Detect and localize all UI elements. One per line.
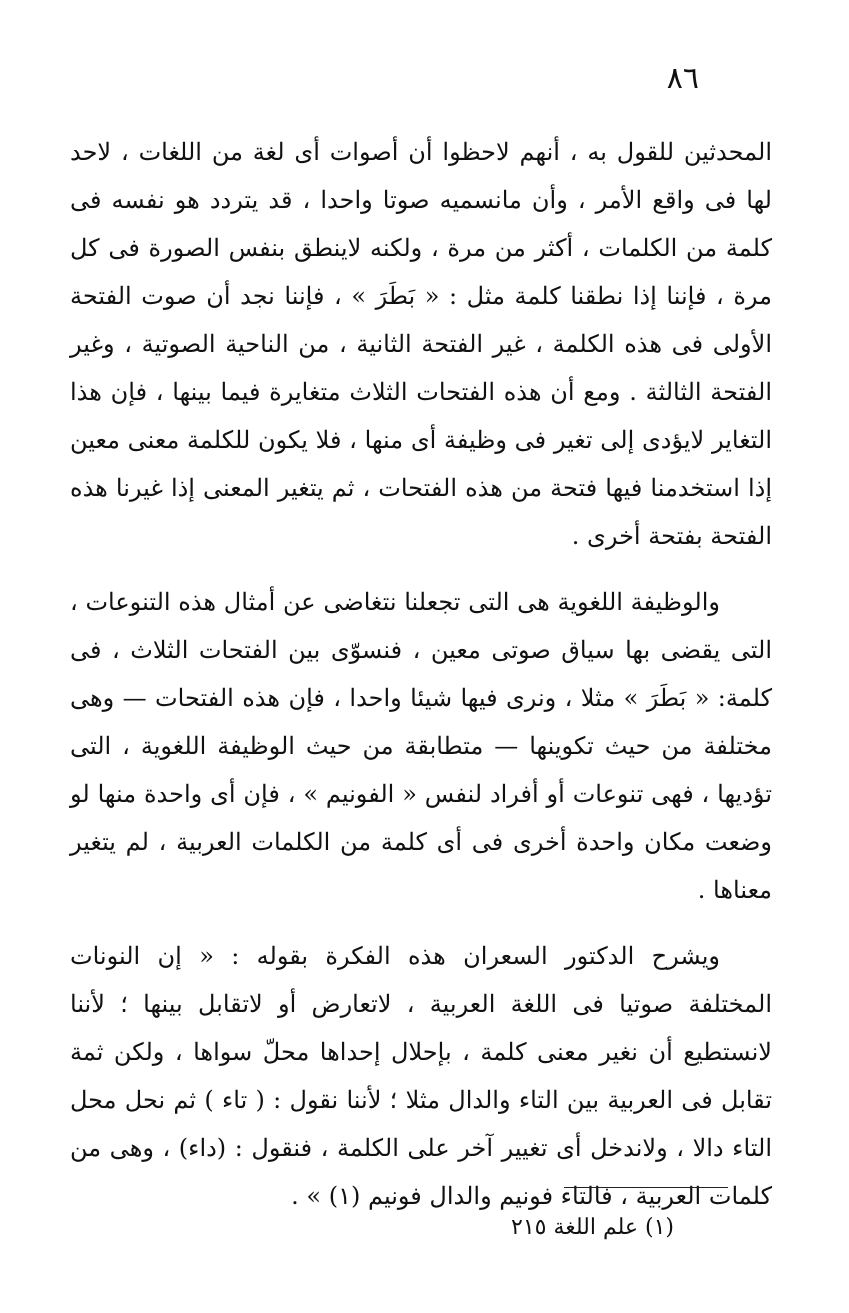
paragraph-3: ويشرح الدكتور السعران هذه الفكرة بقوله : « إن النونات المختلفة صوتيا فى اللغة العربية ، لاتعارض أو لاتقابل بينها ؛ لأننا لانستطيع أن نغير معنى كلمة ، بإحلال إحداها محلّ سواها ، ولكن ثمة تقابل فى العربية بين التاء والدال مثلا ؛ لأننا نقول : ( تاء ) ثم نحل محل التاء دالا ، ولاندخل أى تغيير آخر على الكلمة ، فنقول : (داء) ، وهى من كلمات العربية ، فالتاء فونيم والدال فونيم (١) » . — [70, 942, 772, 1210]
main-text — [70, 128, 772, 1238]
page-number: ٨٦ — [666, 61, 699, 96]
paragraph-2: والوظيفة اللغوية هى التى تجعلنا نتغاضى عن أمثال هذه التنوعات ، التى يقضى بها سياق صوتى معين ، فنسوّى بين الفتحات الثلاث ، فى كلمة: « بَطَرَ » مثلا ، ونرى فيها شيئا واحدا ، فإن هذه الفتحات — وهى مختلفة من حيث تكوينها — متطابقة من حيث الوظيفة اللغوية ، التى تؤديها ، فهى تنوعات أو أفراد لنفس « الفونيم » ، فإن أى واحدة منها لو وضعت مكان واحدة أخرى فى أى كلمة من الكلمات العربية ، لم يتغير معناها . — [70, 588, 772, 904]
paragraph-1: المحدثين للقول به ، أنهم لاحظوا أن أصوات أى لغة من اللغات ، لاحد لها فى واقع الأمر ، وأن مانسميه صوتا واحدا ، قد يتردد هو نفسه فى كلمة من الكلمات ، أكثر من مرة ، ولكنه لاينطق بنفس الصورة فى كل مرة ، فإننا إذا نطقنا كلمة مثل : « بَطَرَ » ، فإننا نجد أن صوت الفتحة الأولى فى هذه الكلمة ، غير الفتحة الثانية ، من الناحية الصوتية ، وغير الفتحة الثالثة . ومع أن هذه الفتحات الثلاث متغايرة فيما بينها ، فإن هذا التغاير لايؤدى إلى تغير فى وظيفة أى منها ، فلا يكون للكلمة معنى معين إذا استخدمنا فيها فتحة من هذه الفتحات ، ثم يتغير المعنى إذا غيرنا هذه الفتحة بفتحة أخرى . — [70, 138, 772, 550]
footnote: (١) علم اللغة ٢١٥ — [511, 1215, 674, 1240]
footnote-separator — [564, 1187, 728, 1188]
